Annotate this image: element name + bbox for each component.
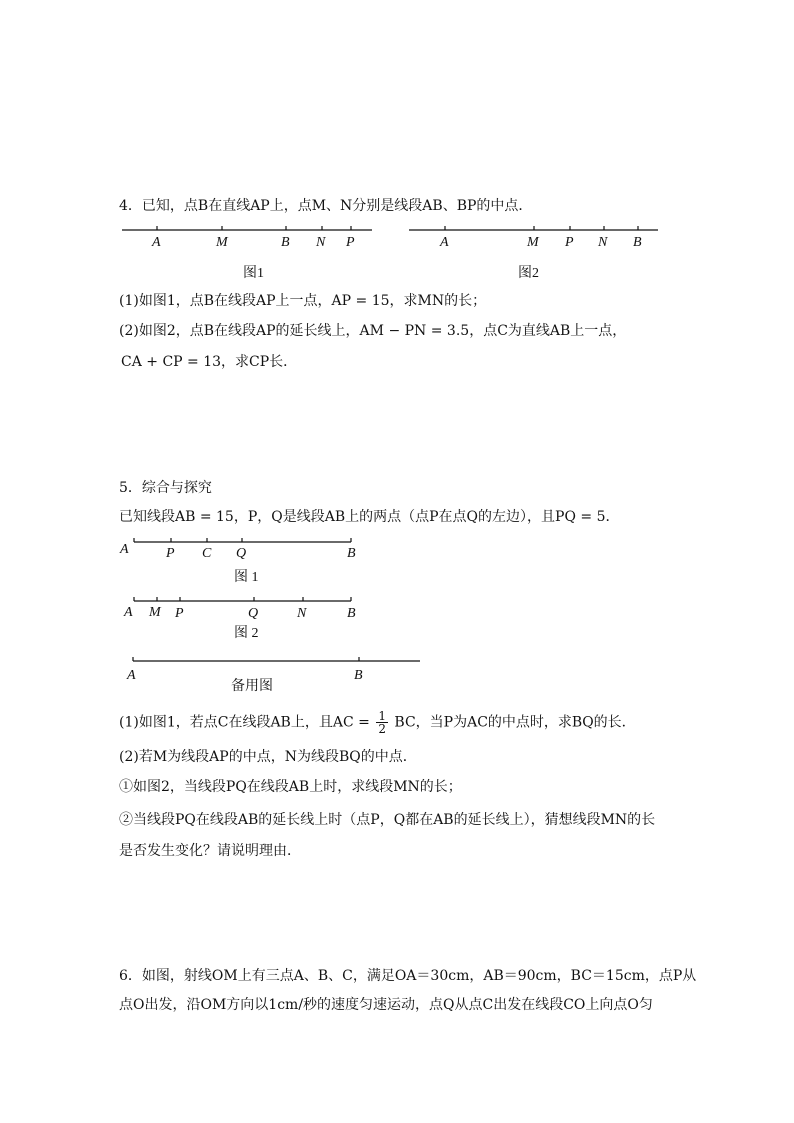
q4-part2-line1: (2)如图2，点B在线段AP的延长线上，AM − PN = 3.5，点C为直线AB上一点， — [119, 323, 627, 339]
q5-part1-pre: (1)如图1，若点C在线段AB上，且AC = — [119, 714, 370, 731]
label-A: A — [120, 542, 129, 557]
q5-part2-b-line2: 是否发生变化？请说明理由． — [119, 843, 301, 859]
label-N: N — [598, 235, 608, 250]
frac-numerator: 1 — [378, 709, 386, 723]
q5-part2-b-line1: ②当线段PQ在线段AB的延长线上时（点P，Q都在AB的延长线上），猜想线段MN的长 — [119, 812, 656, 828]
q4-part2-line2: CA + CP = 13，求CP长． — [121, 354, 298, 370]
q5-fig1-caption: 图 1 — [234, 570, 259, 585]
label-A: A — [152, 235, 161, 250]
label-B: B — [354, 668, 363, 683]
q4-fig2-caption: 图2 — [518, 266, 539, 281]
label-P: P — [346, 235, 355, 250]
q4-figure-2 — [409, 226, 658, 281]
label-B: B — [633, 235, 642, 250]
label-A: A — [127, 668, 136, 683]
q5-title: 5．综合与探究 — [119, 480, 212, 496]
q5-figure-2 — [123, 597, 356, 641]
q4-figure-1 — [122, 226, 372, 281]
label-A: A — [440, 235, 449, 250]
q5-part2: (2)若M为线段AP的中点，N为线段BQ的中点． — [119, 749, 417, 765]
frac-denominator: 2 — [378, 722, 386, 736]
label-P: P — [565, 235, 574, 250]
q4-fig1-caption: 图1 — [243, 266, 264, 281]
q5-part2-a: ①如图2，当线段PQ在线段AB上时，求线段MN的长； — [119, 779, 462, 795]
label-N: N — [316, 235, 326, 250]
label-M: M — [216, 235, 228, 250]
q5-part1 — [119, 710, 636, 735]
q5-fig3-caption: 备用图 — [231, 679, 273, 694]
label-Q: Q — [236, 546, 247, 561]
q6-line2: 点O出发，沿OM方向以1cm/秒的速度匀速运动，点Q从点C出发在线段CO上向点O匀 — [119, 997, 653, 1013]
label-C: C — [202, 546, 212, 561]
label-M: M — [527, 235, 539, 250]
q6-line1: 6．如图，射线OM上有三点A、B、C，满足OA＝30cm，AB＝90cm，BC＝15cm，点P从 — [119, 968, 697, 984]
fraction-one-half — [376, 710, 388, 735]
q4-stem: 4．已知，点B在直线AP上，点M、N分别是线段AB、BP的中点． — [119, 198, 533, 214]
label-P: P — [166, 546, 175, 561]
label-M: M — [149, 605, 161, 620]
q5-stem: 已知线段AB = 15，P，Q是线段AB上的两点（点P在点Q的左边），且PQ = 5． — [119, 509, 620, 525]
label-B: B — [347, 606, 356, 621]
label-B: B — [281, 235, 290, 250]
label-A: A — [124, 605, 133, 620]
label-N: N — [297, 606, 307, 621]
label-B: B — [347, 546, 356, 561]
label-Q: Q — [248, 606, 259, 621]
label-P: P — [175, 606, 184, 621]
q4-part1: (1)如图1，点B在线段AP上一点，AP = 15，求MN的长； — [119, 293, 487, 309]
q5-fig2-caption: 图 2 — [234, 626, 259, 641]
q5-figure-1 — [119, 538, 356, 585]
q5-backup-figure — [126, 657, 420, 694]
q5-part1-post: BC，当P为AC的中点时，求BQ的长． — [394, 714, 636, 731]
